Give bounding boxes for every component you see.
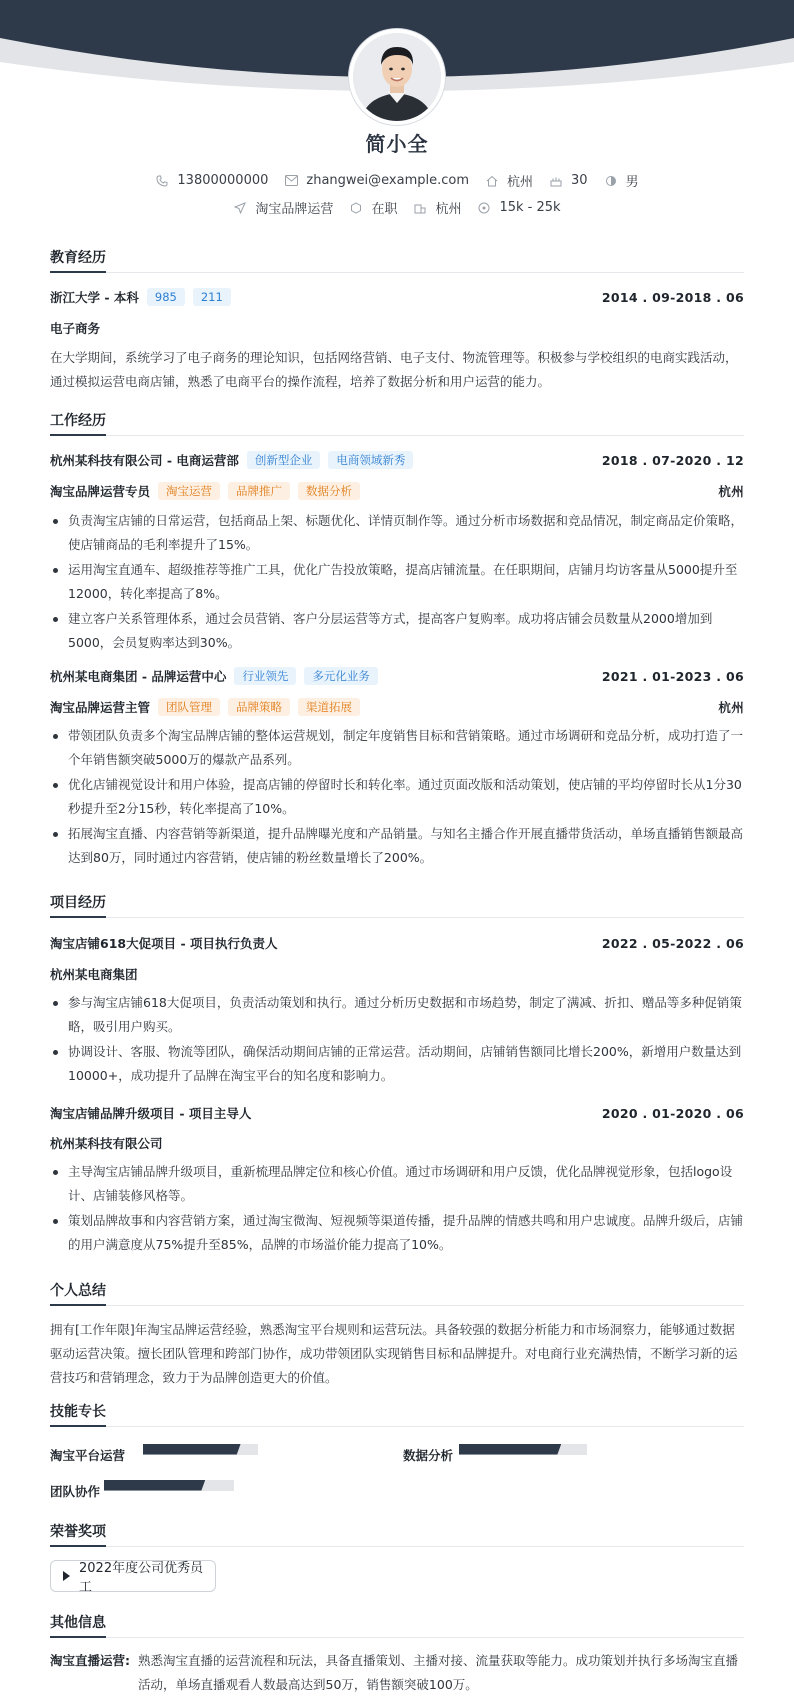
position-tag: 渠道拓展 — [298, 698, 360, 716]
company-name: 杭州某科技有限公司 - 电商运营部 — [50, 453, 239, 468]
project-header — [50, 934, 744, 952]
salary-text: 15k - 25k — [499, 200, 561, 215]
position-title: 淘宝品牌运营专员 — [50, 484, 151, 499]
work-bullets — [50, 509, 744, 656]
email-item — [284, 173, 469, 188]
position-tag: 团队管理 — [158, 698, 220, 716]
other-info-value: 熟悉淘宝直播的运营流程和玩法，具备直播策划、主播对接、流量获取等能力。成功策划并执行多场淘宝直播活动，单场直播观看人数最高达到50万，销售额突破100万。 — [138, 1653, 739, 1692]
project-org: 杭州某科技有限公司 — [50, 1136, 163, 1151]
work-city: 杭州 — [718, 484, 744, 499]
position-tag: 品牌策略 — [228, 698, 290, 716]
major-row — [50, 319, 744, 337]
education-section-title: 教育经历 — [50, 247, 744, 273]
age-item — [549, 173, 588, 188]
money-icon — [477, 201, 491, 215]
home-icon — [485, 174, 499, 188]
project-title: 淘宝店铺品牌升级项目 - 项目主导人 — [50, 1106, 252, 1121]
work-date: 2021 . 01-2023 . 06 — [601, 668, 744, 684]
work-company-row — [50, 451, 744, 469]
education-header — [50, 288, 744, 306]
phone-text: 13800000000 — [177, 173, 269, 188]
major: 电子商务 — [50, 321, 101, 336]
list-item: 参与淘宝店铺618大促项目，负责活动策划和执行。通过分析历史数据和市场趋势，制定了满减、折扣、赠品等多种促销策略，吸引用户购买。 — [50, 991, 744, 1039]
other-section-title: 其他信息 — [50, 1612, 744, 1638]
status-item — [349, 198, 397, 217]
company-tag: 多元化业务 — [304, 667, 378, 685]
list-item: 策划品牌故事和内容营销方案，通过淘宝微淘、短视频等渠道传播，提升品牌的情感共鸣和用户忠诚度。品牌升级后，店铺的用户满意度从75%提升至85%，品牌的市场溢价能力提高了10%。 — [50, 1209, 744, 1257]
position-tag: 数据分析 — [298, 482, 360, 500]
company-tag: 行业领先 — [234, 667, 296, 685]
job-target-item — [233, 198, 333, 217]
gender-text: 男 — [625, 175, 639, 190]
send-icon — [233, 201, 247, 215]
position-title: 淘宝品牌运营主管 — [50, 700, 151, 715]
other-info-item — [50, 1649, 744, 1697]
list-item: 运用淘宝直通车、超级推荐等推广工具，优化广告投放策略，提高店铺流量。在任职期间，店铺月均访客量从5000提升至12000，转化率提高了8%。 — [50, 558, 744, 606]
awards-section-title: 荣誉奖项 — [50, 1521, 744, 1547]
skill-name: 数据分析 — [403, 1448, 454, 1463]
project-header — [50, 1104, 744, 1122]
project-org-row — [50, 1134, 744, 1152]
location-item — [485, 171, 533, 190]
job-intent-row — [0, 198, 794, 217]
skill-item — [403, 1446, 453, 1464]
target-city-item — [413, 198, 461, 217]
skill-bar-fill — [104, 1480, 205, 1491]
other-info-key: 淘宝直播运营: — [50, 1653, 130, 1668]
skill-name: 团队协作 — [50, 1484, 101, 1499]
status-icon — [349, 201, 363, 215]
project-title: 淘宝店铺618大促项目 - 项目执行负责人 — [50, 936, 278, 951]
email-text: zhangwei@example.com — [306, 173, 470, 188]
gender-icon — [604, 174, 618, 188]
work-section-title: 工作经历 — [50, 410, 744, 436]
gender-item — [604, 171, 639, 190]
salary-item — [477, 200, 560, 215]
projects-section-title: 项目经历 — [50, 892, 744, 918]
edu-tag: 985 — [147, 288, 185, 306]
edu-tag: 211 — [193, 288, 231, 306]
skill-bar-fill — [459, 1444, 561, 1455]
project-bullets — [50, 1160, 744, 1258]
list-item: 负责淘宝店铺的日常运营，包括商品上架、标题优化、详情页制作等。通过分析市场数据和竞品情况，制定商品定价策略，使店铺商品的毛利率提升了15%。 — [50, 509, 744, 557]
location-text: 杭州 — [507, 175, 534, 190]
summary-section-title: 个人总结 — [50, 1280, 744, 1306]
contact-info-row — [0, 171, 794, 190]
avatar — [349, 29, 445, 125]
status-text: 在职 — [371, 202, 398, 217]
list-item: 带领团队负责多个淘宝品牌店铺的整体运营规划，制定年度销售目标和营销策略。通过市场调研和竞品分析，成功打造了一个年销售额突破5000万的爆款产品系列。 — [50, 724, 744, 772]
project-org: 杭州某电商集团 — [50, 967, 138, 982]
project-org-row — [50, 965, 744, 983]
list-item: 主导淘宝店铺品牌升级项目，重新梳理品牌定位和核心价值。通过市场调研和用户反馈，优化品牌视觉形象，包括logo设计、店铺装修风格等。 — [50, 1160, 744, 1208]
company-tag: 电商领域新秀 — [328, 451, 413, 469]
age-text: 30 — [571, 173, 588, 188]
work-position-row — [50, 698, 744, 716]
company-name: 杭州某电商集团 - 品牌运营中心 — [50, 669, 227, 684]
work-company-row — [50, 667, 744, 685]
education-description: 在大学期间，系统学习了电子商务的理论知识，包括网络营销、电子支付、物流管理等。积极参与学校组织的电商实践活动，通过模拟运营电商店铺，熟悉了电商平台的操作流程，培养了数据分析和用户运营的能力。 — [50, 350, 738, 389]
work-date: 2018 . 07-2020 . 12 — [601, 452, 744, 468]
work-city: 杭州 — [718, 700, 744, 715]
skill-item — [50, 1446, 125, 1464]
job-target-text: 淘宝品牌运营 — [255, 202, 334, 217]
target-city-text: 杭州 — [435, 202, 462, 217]
list-item: 拓展淘宝直播、内容营销等新渠道，提升品牌曝光度和产品销量。与知名主播合作开展直播带货活动，单场直播销售额最高达到80万，同时通过内容营销，使店铺的粉丝数量增长了200%。 — [50, 822, 744, 870]
phone-icon — [155, 174, 169, 188]
skill-bar-fill — [143, 1444, 241, 1455]
cake-icon — [549, 174, 563, 188]
email-icon — [284, 174, 298, 188]
play-icon — [63, 1571, 70, 1581]
candidate-name: 简小全 — [365, 132, 429, 156]
phone-item — [155, 173, 268, 188]
education-date: 2014 . 09-2018 . 06 — [601, 289, 744, 305]
company-tag: 创新型企业 — [247, 451, 321, 469]
list-item: 优化店铺视觉设计和用户体验，提高店铺的停留时长和转化率。通过页面改版和活动策划，使店铺的平均停留时长从1分30秒提升至2分15秒，转化率提高了10%。 — [50, 773, 744, 821]
school-name: 浙江大学 - 本科 — [50, 290, 139, 305]
award-item[interactable] — [50, 1560, 216, 1595]
skills-section-title: 技能专长 — [50, 1401, 744, 1427]
project-date: 2022 . 05-2022 . 06 — [601, 935, 744, 951]
building-icon — [413, 201, 427, 215]
list-item: 建立客户关系管理体系，通过会员营销、客户分层运营等方式，提高客户复购率。成功将店铺会员数量从2000增加到5000，会员复购率达到30%。 — [50, 607, 744, 655]
project-bullets — [50, 991, 744, 1089]
position-tag: 淘宝运营 — [158, 482, 220, 500]
position-tag: 品牌推广 — [228, 482, 290, 500]
project-date: 2020 . 01-2020 . 06 — [601, 1105, 744, 1121]
award-text: 2022年度公司优秀员工 — [79, 1561, 204, 1595]
list-item: 协调设计、客服、物流等团队，确保活动期间店铺的正常运营。活动期间，店铺销售额同比增长200%，新增用户数量达到10000+，成功提升了品牌在淘宝平台的知名度和影响力。 — [50, 1040, 744, 1088]
summary-text: 拥有[工作年限]年淘宝品牌运营经验，熟悉淘宝平台规则和运营玩法。具备较强的数据分析能力和市场洞察力，能够通过数据驱动运营决策。擅长团队管理和跨部门协作，成功带领团队实现销售目标和品牌提升。对电商行业充满热情，不断学习新的运营技巧和营销理念，致力于为品牌创造更大的价值。 — [50, 1322, 738, 1385]
skill-item — [50, 1482, 100, 1500]
skill-name: 淘宝平台运营 — [50, 1448, 126, 1463]
work-bullets — [50, 724, 744, 871]
work-position-row — [50, 482, 744, 500]
